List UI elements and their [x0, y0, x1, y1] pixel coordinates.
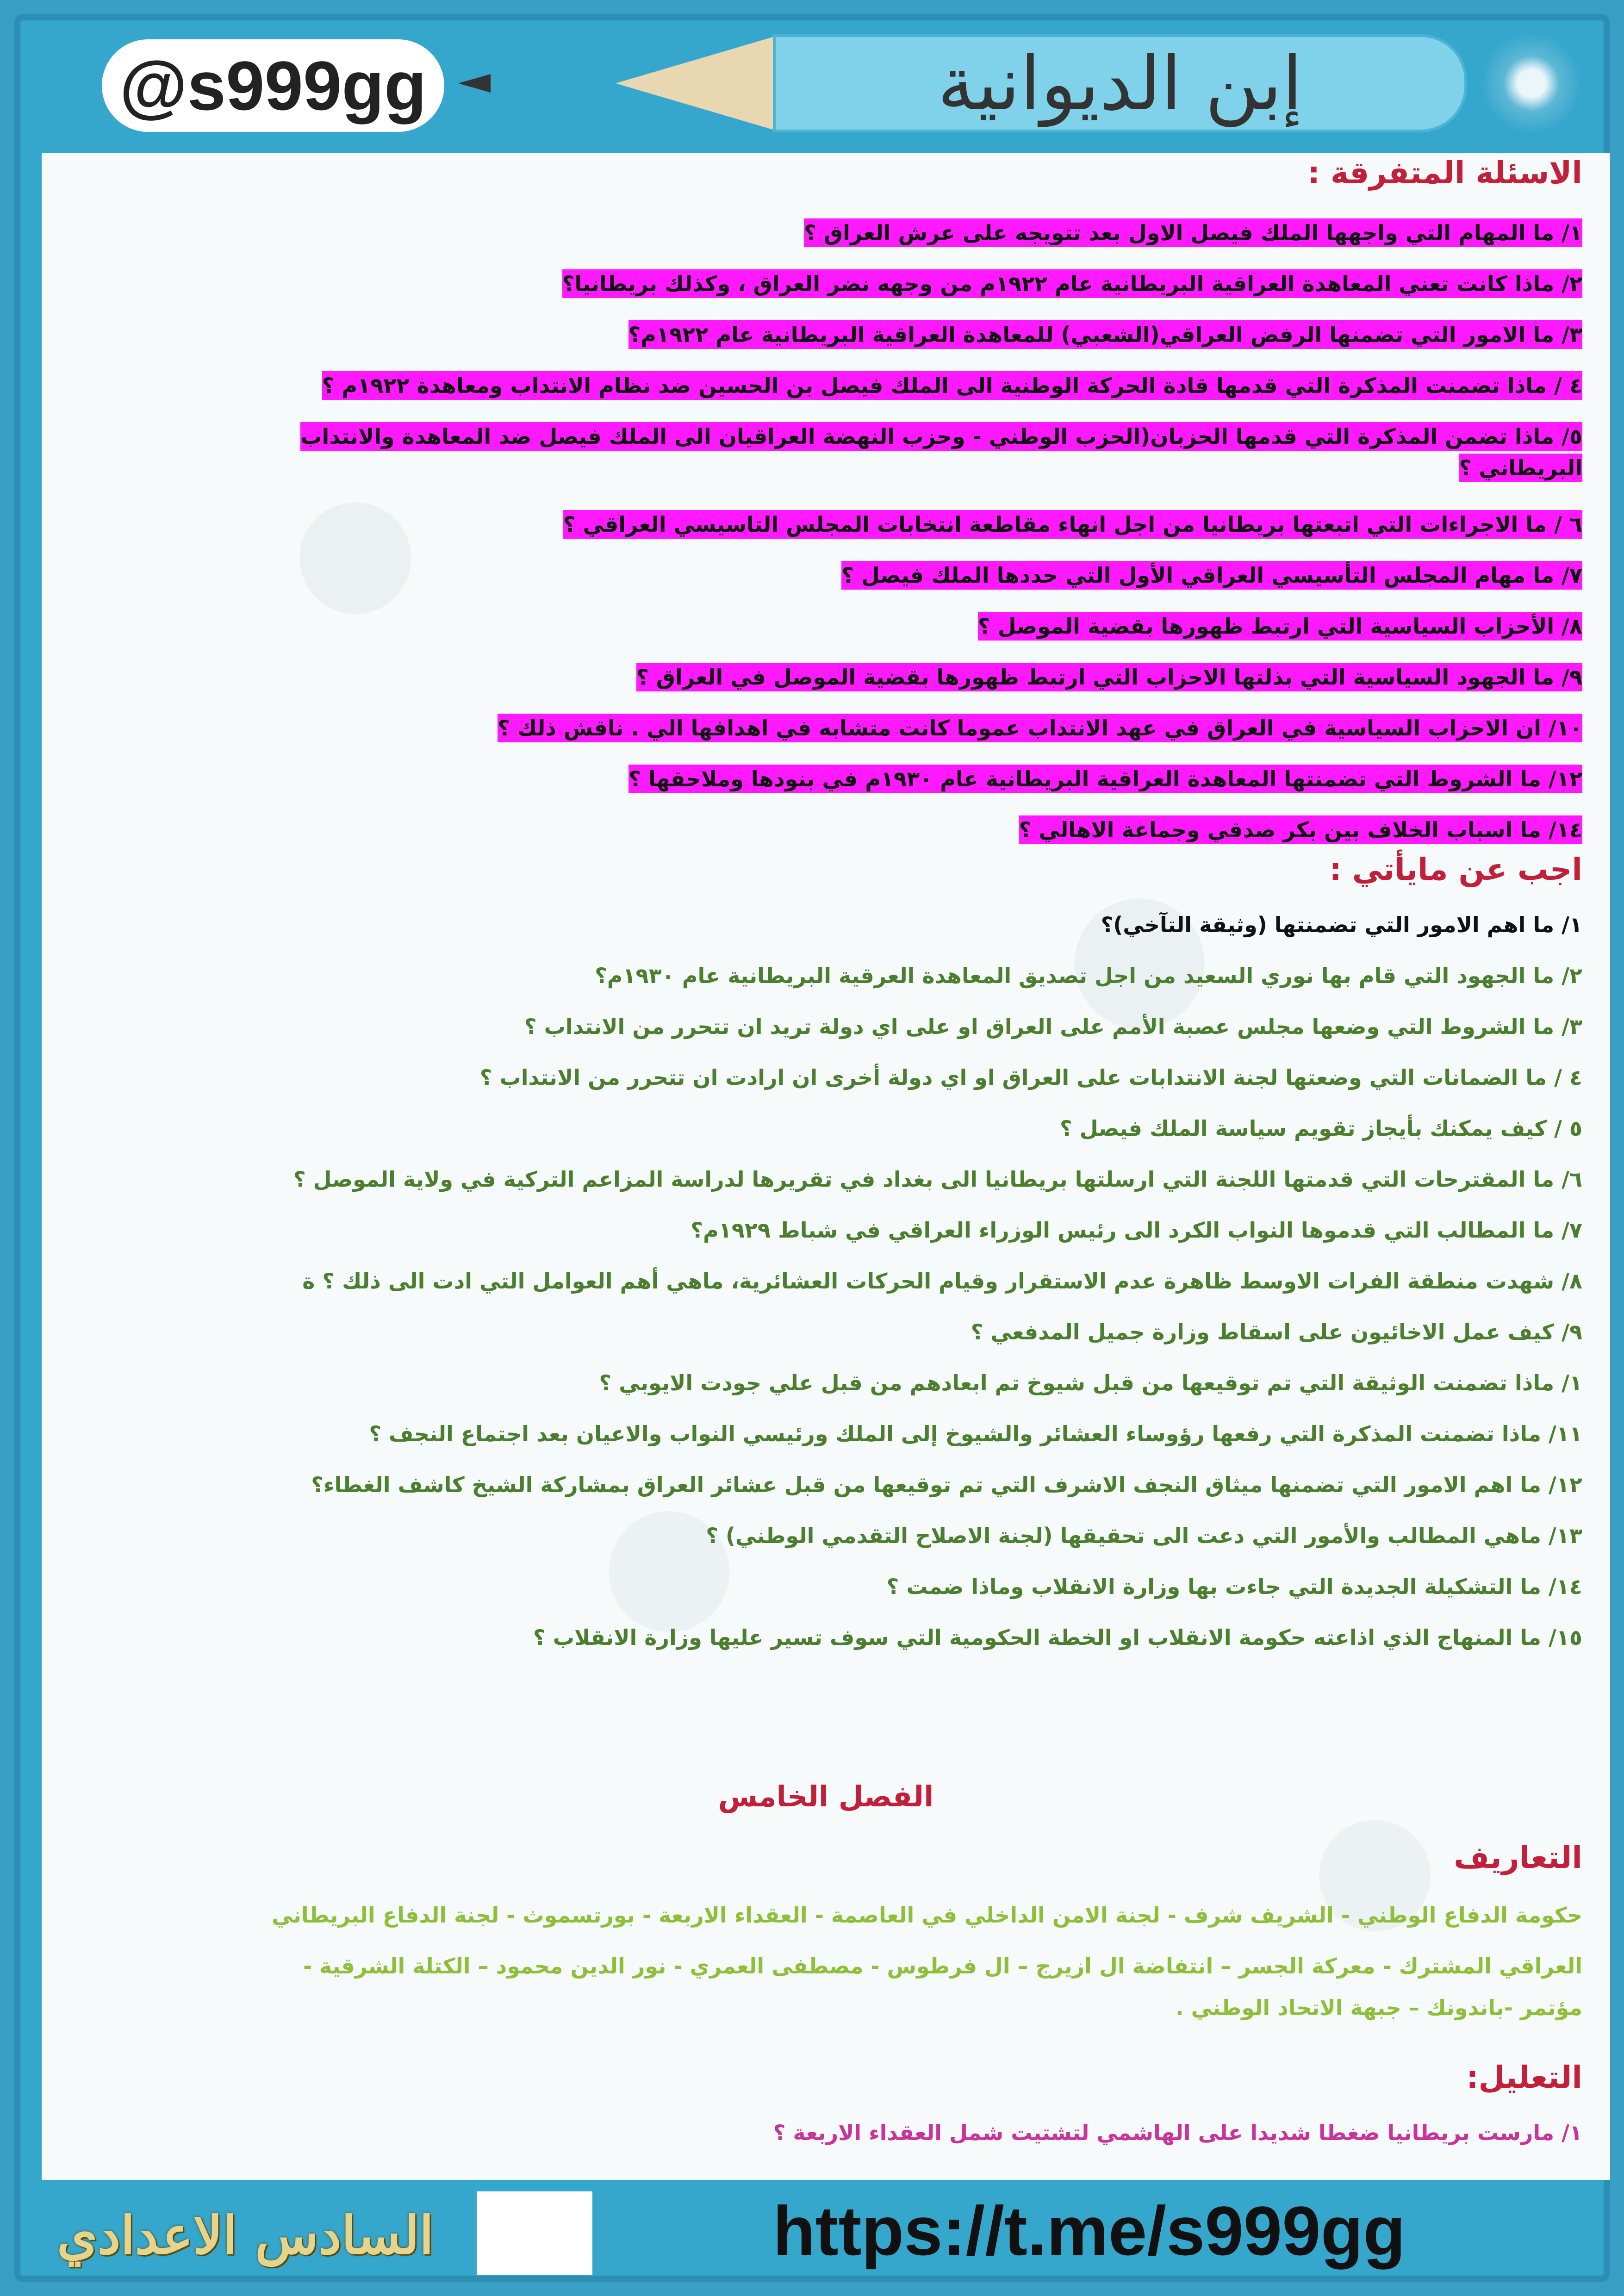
- misc-question: ٥/ ماذا تضمن المذكرة التي قدمها الحزبان(الحزب الوطني - وحزب النهضة العراقيان الى الملك فيصل ضد المعاهدة والانتداب: [300, 421, 1582, 452]
- grade-label: السادس الاعدادي: [56, 2205, 434, 2266]
- misc-question: ٤ / ماذا تضمنت المذكرة التي قدمها قادة الحركة الوطنية الى الملك فيصل بن الحسين ضد نظام الانتداب ومعاهدة ١٩٢٢م ؟: [322, 370, 1582, 401]
- misc-question: ٧/ ما مهام المجلس التأسيسي العراقي الأول التي حددها الملك فيصل ؟: [841, 560, 1582, 591]
- page-frame: [14, 14, 1610, 2282]
- misc-question: ٦ / ما الاجراءات التي اتبعتها بريطانيا من اجل انهاء مقاطعة انتخابات المجلس التاسيسي العراقي ؟: [563, 509, 1582, 540]
- definitions-line: حكومة الدفاع الوطني - الشريف شرف - لجنة الامن الداخلي في العاصمة - العقداء الاربعة - بورتسموث - لجنة الدفاع البريطاني: [272, 1903, 1582, 1928]
- answer-question: ١٥/ ما المنهاج الذي اذاعته حكومة الانقلاب او الخطة الحكومية التي سوف تسير عليها وزارة الانقلاب ؟: [533, 1625, 1582, 1650]
- chapter-heading: الفصل الخامس: [718, 1780, 934, 1813]
- answer-question: ١٢/ ما اهم الامور التي تضمنها ميثاق النجف الاشرف التي تم توقيعها من قبل عشائر العراق بمشاركة الشيخ كاشف الغطاء؟: [311, 1472, 1582, 1497]
- banner-title: إبن الديوانية: [773, 34, 1467, 132]
- channel-link[interactable]: https://t.me/s999gg: [773, 2191, 1406, 2270]
- answer-question: ٣/ ما الشروط التي وضعها مجلس عصبة الأمم على العراق او على اي دولة تريد ان تتحرر من الانتداب ؟: [524, 1014, 1582, 1039]
- answer-question: ٤ / ما الضمانات التي وضعتها لجنة الانتدابات على العراق او اي دولة أخرى ان ارادت ان تتحرر من الانتداب ؟: [479, 1065, 1582, 1090]
- misc-question: ٢/ ماذا كانت تعني المعاهدة العراقية البريطانية عام ١٩٢٢م من وجهه نضر العراق ، وكذلك بريطانيا؟: [562, 268, 1582, 299]
- misc-question: ١/ ما المهام التي واجهها الملك فيصل الاول بعد تتويجه على عرش العراق ؟: [804, 218, 1582, 248]
- misc-question: ٨/ الأحزاب السياسية التي ارتبط ظهورها بقضية الموصل ؟: [978, 611, 1582, 641]
- misc-question: ٩/ ما الجهود السياسية التي بذلتها الاحزاب التي ارتبط ظهورها بقضية الموصل في العراق ؟: [636, 662, 1582, 692]
- answer-question: ٥ / كيف يمكنك بأيجاز تقويم سياسة الملك فيصل ؟: [1060, 1116, 1582, 1141]
- misc-question: ١٠/ ان الاحزاب السياسية في العراق في عهد الانتداب عموما كانت متشابه في اهدافها الي . ناقش ذلك ؟: [498, 713, 1582, 743]
- misc-question-continued: البريطاني ؟: [1459, 453, 1582, 483]
- pencil-tip-icon: [616, 37, 773, 130]
- answer-question: ٧/ ما المطالب التي قدموها النواب الكرد الى رئيس الوزراء العراقي في شباط ١٩٢٩م؟: [691, 1218, 1582, 1243]
- answer-question: ١٣/ ماهي المطالب والأمور التي دعت الى تحقيقها (لجنة الاصلاح التقدمي الوطني) ؟: [706, 1523, 1582, 1548]
- channel-handle: @s999gg: [102, 39, 444, 132]
- answer-question: ٨/ شهدت منطقة الفرات الاوسط ظاهرة عدم الاستقرار وقيام الحركات العشائرية، ماهي أهم العوامل التي ادت الى ذلك ؟ ة: [302, 1269, 1582, 1294]
- reasoning-line: ١/ مارست بريطانيا ضغطا شديدا على الهاشمي لتشتيت شمل العقداء الاربعة ؟: [773, 2120, 1582, 2145]
- answer-question: ٦/ ما المقترحات التي قدمتها اللجنة التي ارسلتها بريطانيا الى بغداد في تقريرها لدراسة المزاعم التركية في ولاية الموصل ؟: [293, 1167, 1582, 1192]
- answer-question: ٩/ كيف عمل الاخائيون على اسقاط وزارة جميل المدفعي ؟: [971, 1319, 1582, 1344]
- misc-section-title: الاسئلة المتفرقة :: [1307, 155, 1582, 191]
- definitions-title: التعاريف: [1454, 1840, 1582, 1875]
- misc-question: ١٤/ ما اسباب الخلاف بين بكر صدقي وجماعة الاهالي ؟: [1019, 815, 1582, 845]
- answer-section-title: اجب عن مايأتي :: [1329, 852, 1582, 887]
- sparkle-icon: [1471, 32, 1592, 134]
- content-area: [42, 153, 1610, 2180]
- answer-question: ١٤/ ما التشكيلة الجديدة التي جاءت بها وزارة الانقلاب وماذا ضمت ؟: [886, 1574, 1582, 1599]
- answer-question: ٢/ ما الجهود التي قام بها نوري السعيد من اجل تصديق المعاهدة العرقية البريطانية عام ١٩٣٠م؟: [595, 963, 1582, 988]
- answer-question: ١١/ ماذا تضمنت المذكرة التي رفعها رؤوساء العشائر والشيوخ إلى الملك ورئيسي النواب والاعيان بعد اجتماع النجف ؟: [369, 1421, 1582, 1446]
- answer-question: ١/ ما اهم الامور التي تضمنتها (وثيقة التآخي)؟: [1101, 912, 1582, 937]
- misc-question: ١٢/ ما الشروط التي تضمنتها المعاهدة العراقية البريطانية عام ١٩٣٠م في بنودها وملاحقها ؟: [628, 764, 1582, 794]
- misc-question: ٣/ ما الامور التي تضمنها الرفض العراقي(الشعبي) للمعاهدة العراقية البريطانية عام ١٩٢٢م؟: [628, 319, 1582, 350]
- title-banner: [616, 37, 1467, 130]
- definitions-line: العراقي المشترك - معركة الجسر – انتفاضة ال ازيرج – ال فرطوس - مصطفى العمري - نور الدين محمود – الكتلة الشرقية -: [303, 1954, 1582, 1979]
- footer-blank-box: [477, 2191, 592, 2275]
- answer-question: ١/ ماذا تضمنت الوثيقة التي تم توقيعها من قبل شيوخ تم ابعادهم من قبل علي جودت الايوبي ؟: [599, 1370, 1582, 1395]
- reasoning-title: التعليل:: [1466, 2060, 1582, 2095]
- definitions-line: مؤتمر -باندونك – جبهة الاتحاد الوطني .: [1176, 1995, 1582, 2020]
